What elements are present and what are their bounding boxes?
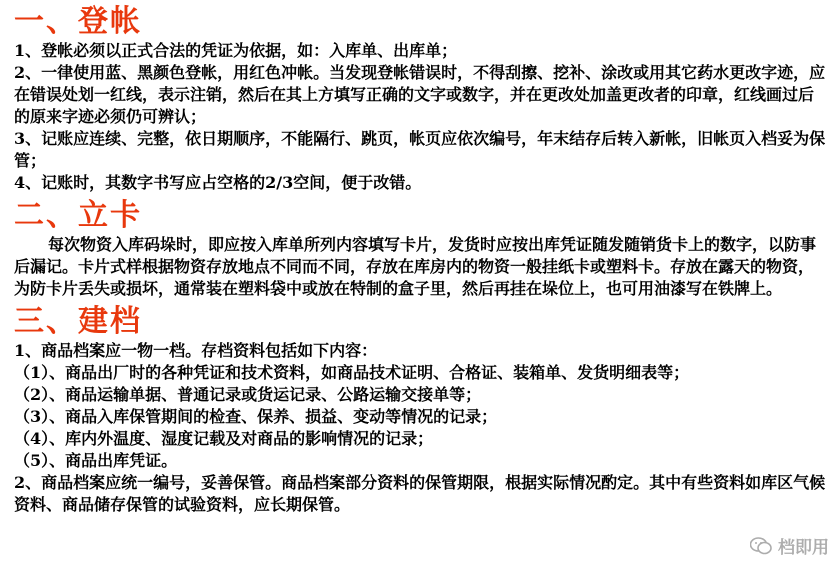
paragraph: 2、商品档案应统一编号，妥善保管。商品档案部分资料的保管期限，根据实际情况酌定。其中有些资料如库区气候资料、商品储存保管的试验资料，应长期保管。 (14, 473, 826, 514)
section-heading: 一、登帐 (14, 4, 142, 39)
section-body (14, 40, 829, 194)
section-body (14, 340, 829, 516)
paragraph: 3、记账应连续、完整，依日期顺序，不能隔行、跳页，帐页应依次编号，年末结存后转入新帐，旧帐页入档妥为保管； (14, 129, 826, 170)
wechat-icon (750, 537, 772, 555)
paragraph: （4）、库内外温度、湿度记载及对商品的影响情况的记录； (14, 429, 434, 448)
paragraph: 1、商品档案应一物一档。存档资料包括如下内容： (14, 341, 378, 360)
watermark (750, 533, 829, 558)
section-register-accounts (14, 4, 829, 194)
section-heading: 三、建档 (14, 304, 142, 339)
paragraph: （5）、商品出库凭证。 (14, 451, 178, 470)
section-heading: 二、立卡 (14, 198, 142, 233)
section-card-setup (14, 198, 829, 300)
paragraph: 每次物资入库码垛时，即应按入库单所列内容填写卡片，发货时应按出库凭证随发随销货卡上的数字，以防事后漏记。卡片式样根据物资存放地点不同而不同，存放在库房内的物资一般挂纸卡或塑料卡。存放在露天的物资，为防卡片丢失或损坏，通常装在塑料袋中或放在特制的盒子里，然后再挂在垛位上，也可用油漆写在铁牌上。 (14, 235, 817, 298)
paragraph: （1）、商品出厂时的各种凭证和技术资料，如商品技术证明、合格证、装箱单、发货明细表等； (14, 363, 690, 382)
paragraph: 1、登帐必须以正式合法的凭证为依据，如：入库单、出库单； (14, 41, 458, 60)
paragraph: （2）、商品运输单据、普通记录或货运记录、公路运输交接单等； (14, 385, 482, 404)
paragraph: （3）、商品入库保管期间的检查、保养、损益、变动等情况的记录； (14, 407, 498, 426)
watermark-label: 档即用 (778, 538, 829, 558)
section-archive (14, 304, 829, 516)
section-body (14, 234, 829, 300)
paragraph: 4、记账时，其数字书写应占空格的2/3空间，便于改错。 (14, 173, 422, 192)
paragraph: 2、一律使用蓝、黑颜色登帐，用红色冲帐。当发现登帐错误时，不得刮擦、挖补、涂改或用其它药水更改字迹，应在错误处划一红线，表示注销，然后在其上方填写正确的文字或数字，并在更改处加盖更改者的印章，红线画过后的原来字迹必须仍可辨认； (14, 63, 826, 126)
